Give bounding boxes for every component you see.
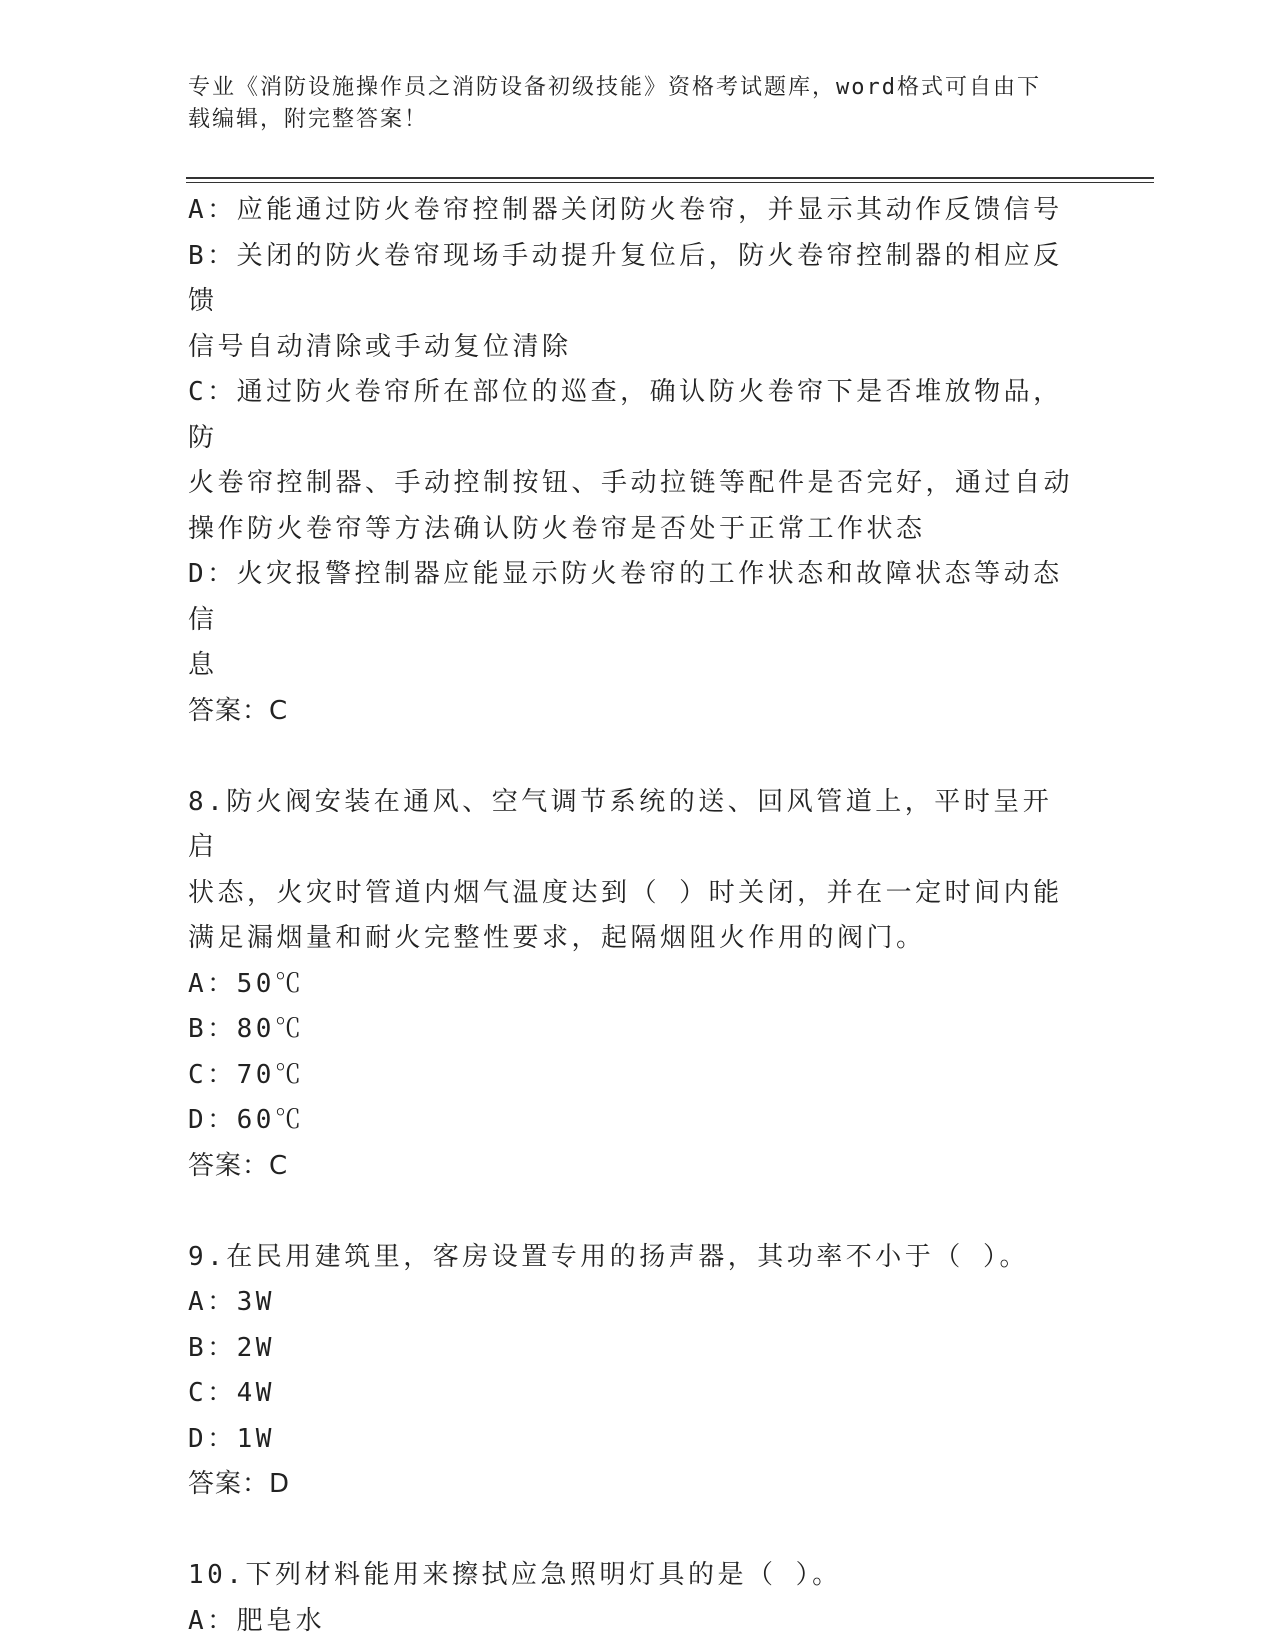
option-a: A：3W [188,1287,275,1317]
option-b: B：80℃ [188,1014,305,1044]
option-b: B：关闭的防火卷帘现场手动提升复位后，防火卷帘控制器的相应反馈 [188,240,1063,316]
header-divider-thick [186,177,1154,179]
question-stem: 8.防火阀安装在通风、空气调节系统的送、回风管道上，平时呈开启 [188,786,1053,862]
option-b-cont: 信号自动清除或手动复位清除 [188,331,572,362]
question-stem: 9.在民用建筑里，客房设置专用的扬声器，其功率不小于（ ）。 [188,1241,1029,1272]
question-stem: 10.下列材料能用来擦拭应急照明灯具的是（ ）。 [188,1560,842,1590]
question-7-continued [188,188,1078,734]
answer-line: 答案：C [188,695,289,726]
option-a: A：50℃ [188,968,305,999]
option-a: A：肥皂水 [188,1605,326,1636]
option-d-cont: 息 [188,650,218,680]
option-d: D：60℃ [188,1105,305,1135]
option-c: C：通过防火卷帘所在部位的巡查，确认防火卷帘下是否堆放物品，防 [188,377,1063,453]
spacer [188,1189,1078,1235]
option-a: A：应能通过防火卷帘控制器关闭防火卷帘，并显示其动作反馈信号 [188,195,1063,225]
option-c-cont: 操作防火卷帘等方法确认防火卷帘是否处于正常工作状态 [188,513,926,544]
question-stem-cont: 满足漏烟量和耐火完整性要求，起隔烟阻火作用的阀门。 [188,923,926,953]
option-c: C：70℃ [188,1059,305,1090]
header-line-1: 专业《消防设施操作员之消防设备初级技能》资格考试题库，word格式可自由下 [188,75,1041,100]
option-b: B：2W [188,1332,275,1363]
question-9 [188,1235,1078,1508]
question-content [188,188,1078,1644]
answer-line: 答案：C [188,1150,289,1181]
answer-line: 答案：D [188,1469,291,1499]
option-c-cont: 火卷帘控制器、手动控制按钮、手动拉链等配件是否完好，通过自动 [188,468,1074,498]
option-d: D：火灾报警控制器应能显示防火卷帘的工作状态和故障状态等动态信 [188,559,1063,635]
spacer [188,1508,1078,1554]
question-10 [188,1553,1078,1644]
header-divider-thin [186,182,1154,183]
option-d: D：1W [188,1423,275,1454]
option-c: C：4W [188,1378,275,1408]
header-line-2: 载编辑，附完整答案！ [188,107,429,132]
document-header [188,72,1088,136]
question-8 [188,780,1078,1190]
spacer [188,734,1078,780]
question-stem-cont: 状态，火灾时管道内烟气温度达到（ ）时关闭，并在一定时间内能 [188,877,1063,908]
